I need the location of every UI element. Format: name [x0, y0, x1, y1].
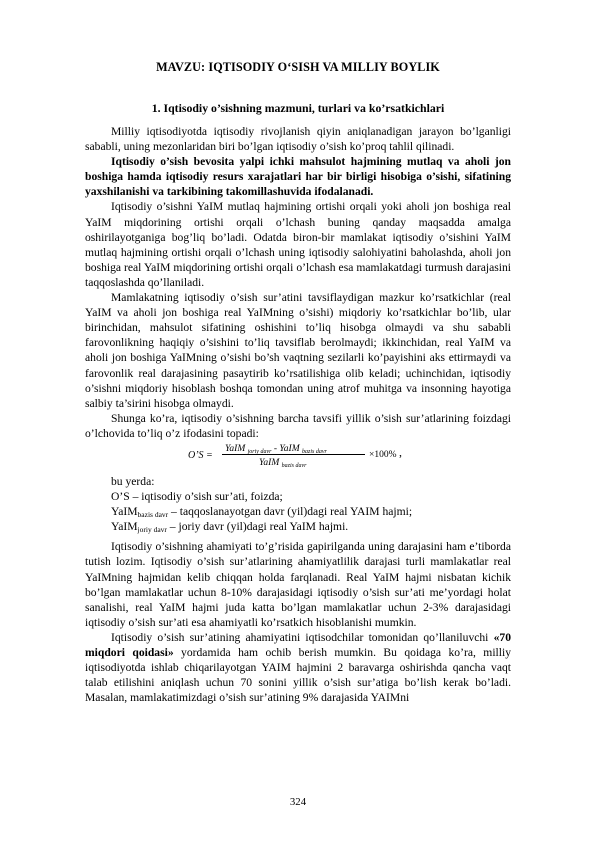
- definition-term: YaIM: [111, 520, 138, 534]
- paragraph-text: Iqtisodiy o’sish sur’atining ahamiyatini iqtisodchilar tomonidan qo’llaniluvchi: [111, 630, 494, 644]
- section-heading: 1. Iqtisodiy o’sishning mazmuni, turlari va ko’rsatkichlari: [151, 101, 445, 115]
- paragraph: [85, 630, 511, 705]
- rule-of-70-term: «70 miqdori qoidasi»: [85, 630, 511, 659]
- formula-denominator: [259, 456, 306, 474]
- paragraph: Mamlakatning iqtisodiy o’sish sur’atini tavsiflaydigan mazkur ko’rsatkichlar (real YaIM va aholi jon boshiga real YaIMning o’sishi) miqdoriy ko’rsatkichlar bo’lib, ular birinchidan, mahsulot sifatining oshishini to’liq hisobga olmaydi va shu sababli farovonlikning haqiqiy o’sishini to’liq tavsiflab berolmaydi; ikkinchidan, real YaIM va aholi jon boshiga YaIMning o’sishi bo’sh vaqtning sezilarli ko’payishini aks ettirmaydi va farovonlik real darajasining pasaytirib ko’rsatilishiga olib keladi; uchinchidan, iqtisodiy o’sishni miqdoriy hisoblash boshqa tomondan uning atrof muhitga va insonning hayotiga salbiy ta’sirini hisobga olmaydi.: [85, 291, 511, 410]
- fraction-bar: [222, 454, 365, 455]
- paragraph-definition: Iqtisodiy o’sish bevosita yalpi ichki mahsulot hajmining mutlaq va aholi jon boshiga hamda iqtisodiy resurs xarajatlari har bir birligi hisobiga o’sishi, sifatining yaxshilanishi va tarkibining takomillashuvida ifodalanadi.: [85, 155, 511, 199]
- definition-text: – taqqoslanayotgan davr (yil)dagi real YAIM hajmi;: [168, 505, 413, 519]
- formula-subscript: bazis davr: [302, 448, 327, 455]
- definition-subscript: bazis davr: [137, 510, 169, 520]
- document-body: [85, 124, 511, 705]
- paragraph-text: yordamida ham ochib berish mumkin. Bu qoidaga ko’ra, milliy iqtisodiyotda ishlab chiqarilayotgan YAIM hajmini 2 baravarga oshirishda qancha vaqt talab etilishini aniqlash uchun 70 sonini yillik o’sish sur’atiga bo’lish kerak bo’ladi. Masalan, mamlakatimizdagi o’sish sur’atining 9% darajasida YAIMni: [85, 646, 512, 705]
- formula-minus: -: [273, 443, 278, 454]
- formula-term: YaIM: [259, 457, 280, 468]
- growth-rate-formula: [85, 442, 511, 470]
- definition-item: [85, 519, 511, 534]
- paragraph: Shunga ko’ra, iqtisodiy o’sishning barcha tavsifi yillik o’sish sur’atlarining foizdagi o’lchovida to’liq o’z ifodasini topadi:: [85, 411, 511, 440]
- definition-intro: bu yerda:: [111, 474, 155, 488]
- page-number: 324: [289, 796, 307, 808]
- paragraph: Iqtisodiy o’sishni YaIM mutlaq hajmining ortishi orqali yoki aholi jon boshiga real YaIM miqdorining ortishi orqali o’lchash buning qanday maqsadda amalga oshirilayotganiga bog’liq bo’ladi. Odatda biron-bir mamlakat iqtisodiy o’sishini YaIM mutlaq hajmining ortishi orqali o’lchash uning iqtisodiy salohiyatini baholashda, aholi jon boshiga real YaIM miqdorining ortishi orqali o’lchash esa mamlakatdagi turmush darajasini taqqoslashda qo’llaniladi.: [85, 200, 511, 289]
- page-title: MAVZU: IQTISODIY O‘SISH VA MILLIY BOYLIK: [156, 60, 440, 74]
- definition-text: – joriy davr (yil)dagi real YaIM hajmi.: [166, 520, 349, 534]
- formula-comma: ,: [399, 444, 402, 459]
- paragraph: Iqtisodiy o’sishning ahamiyati to’g’risida gapirilganda uning darajasini ham e’tiborda tutish lozim. Iqtisodiy o’sish sur’atlarining ahamiyatlilik darajasi turli mamlakatlar real YaIMning hajmidan kelib chiqqan holda farqlanadi. Real YaIM hajmi nisbatan kichik bo’lgan mamlakatlar uchun 8-10% darajasidagi iqtisodiy o’sish sur’ati me’yordagi holat sanalishi, real YaIM hajmi juda katta bo’lgan mamlakatlar uchun 2-3% darajasidagi iqtisodiy o’sish sur’ati esa ahamiyatli ko’rsatkich hisoblanishi mumkin.: [85, 540, 511, 629]
- definition-term: YaIM: [111, 505, 138, 519]
- formula-multiplier: ×100%: [369, 449, 397, 460]
- formula-term: YaIM: [279, 443, 300, 454]
- definition-subscript: joriy davr: [137, 525, 167, 535]
- paragraph: Milliy iqtisodiyotda iqtisodiy rivojlanish qiyin aniqlanadigan jarayon bo’lganligi sababli, uning mezonlaridan biri bo’lgan iqtisodiy o’sish ko’proq tahlil qilinadi.: [85, 125, 511, 154]
- formula-term: YaIM: [225, 443, 246, 454]
- definition-item: [85, 504, 511, 519]
- formula-subscript: joriy davr: [247, 448, 272, 455]
- formula-subscript: bazis davr: [281, 462, 307, 469]
- formula-lhs: O’S =: [188, 449, 213, 461]
- definition-item: O’S – iqtisodiy o’sish sur’ati, foizda;: [111, 490, 283, 504]
